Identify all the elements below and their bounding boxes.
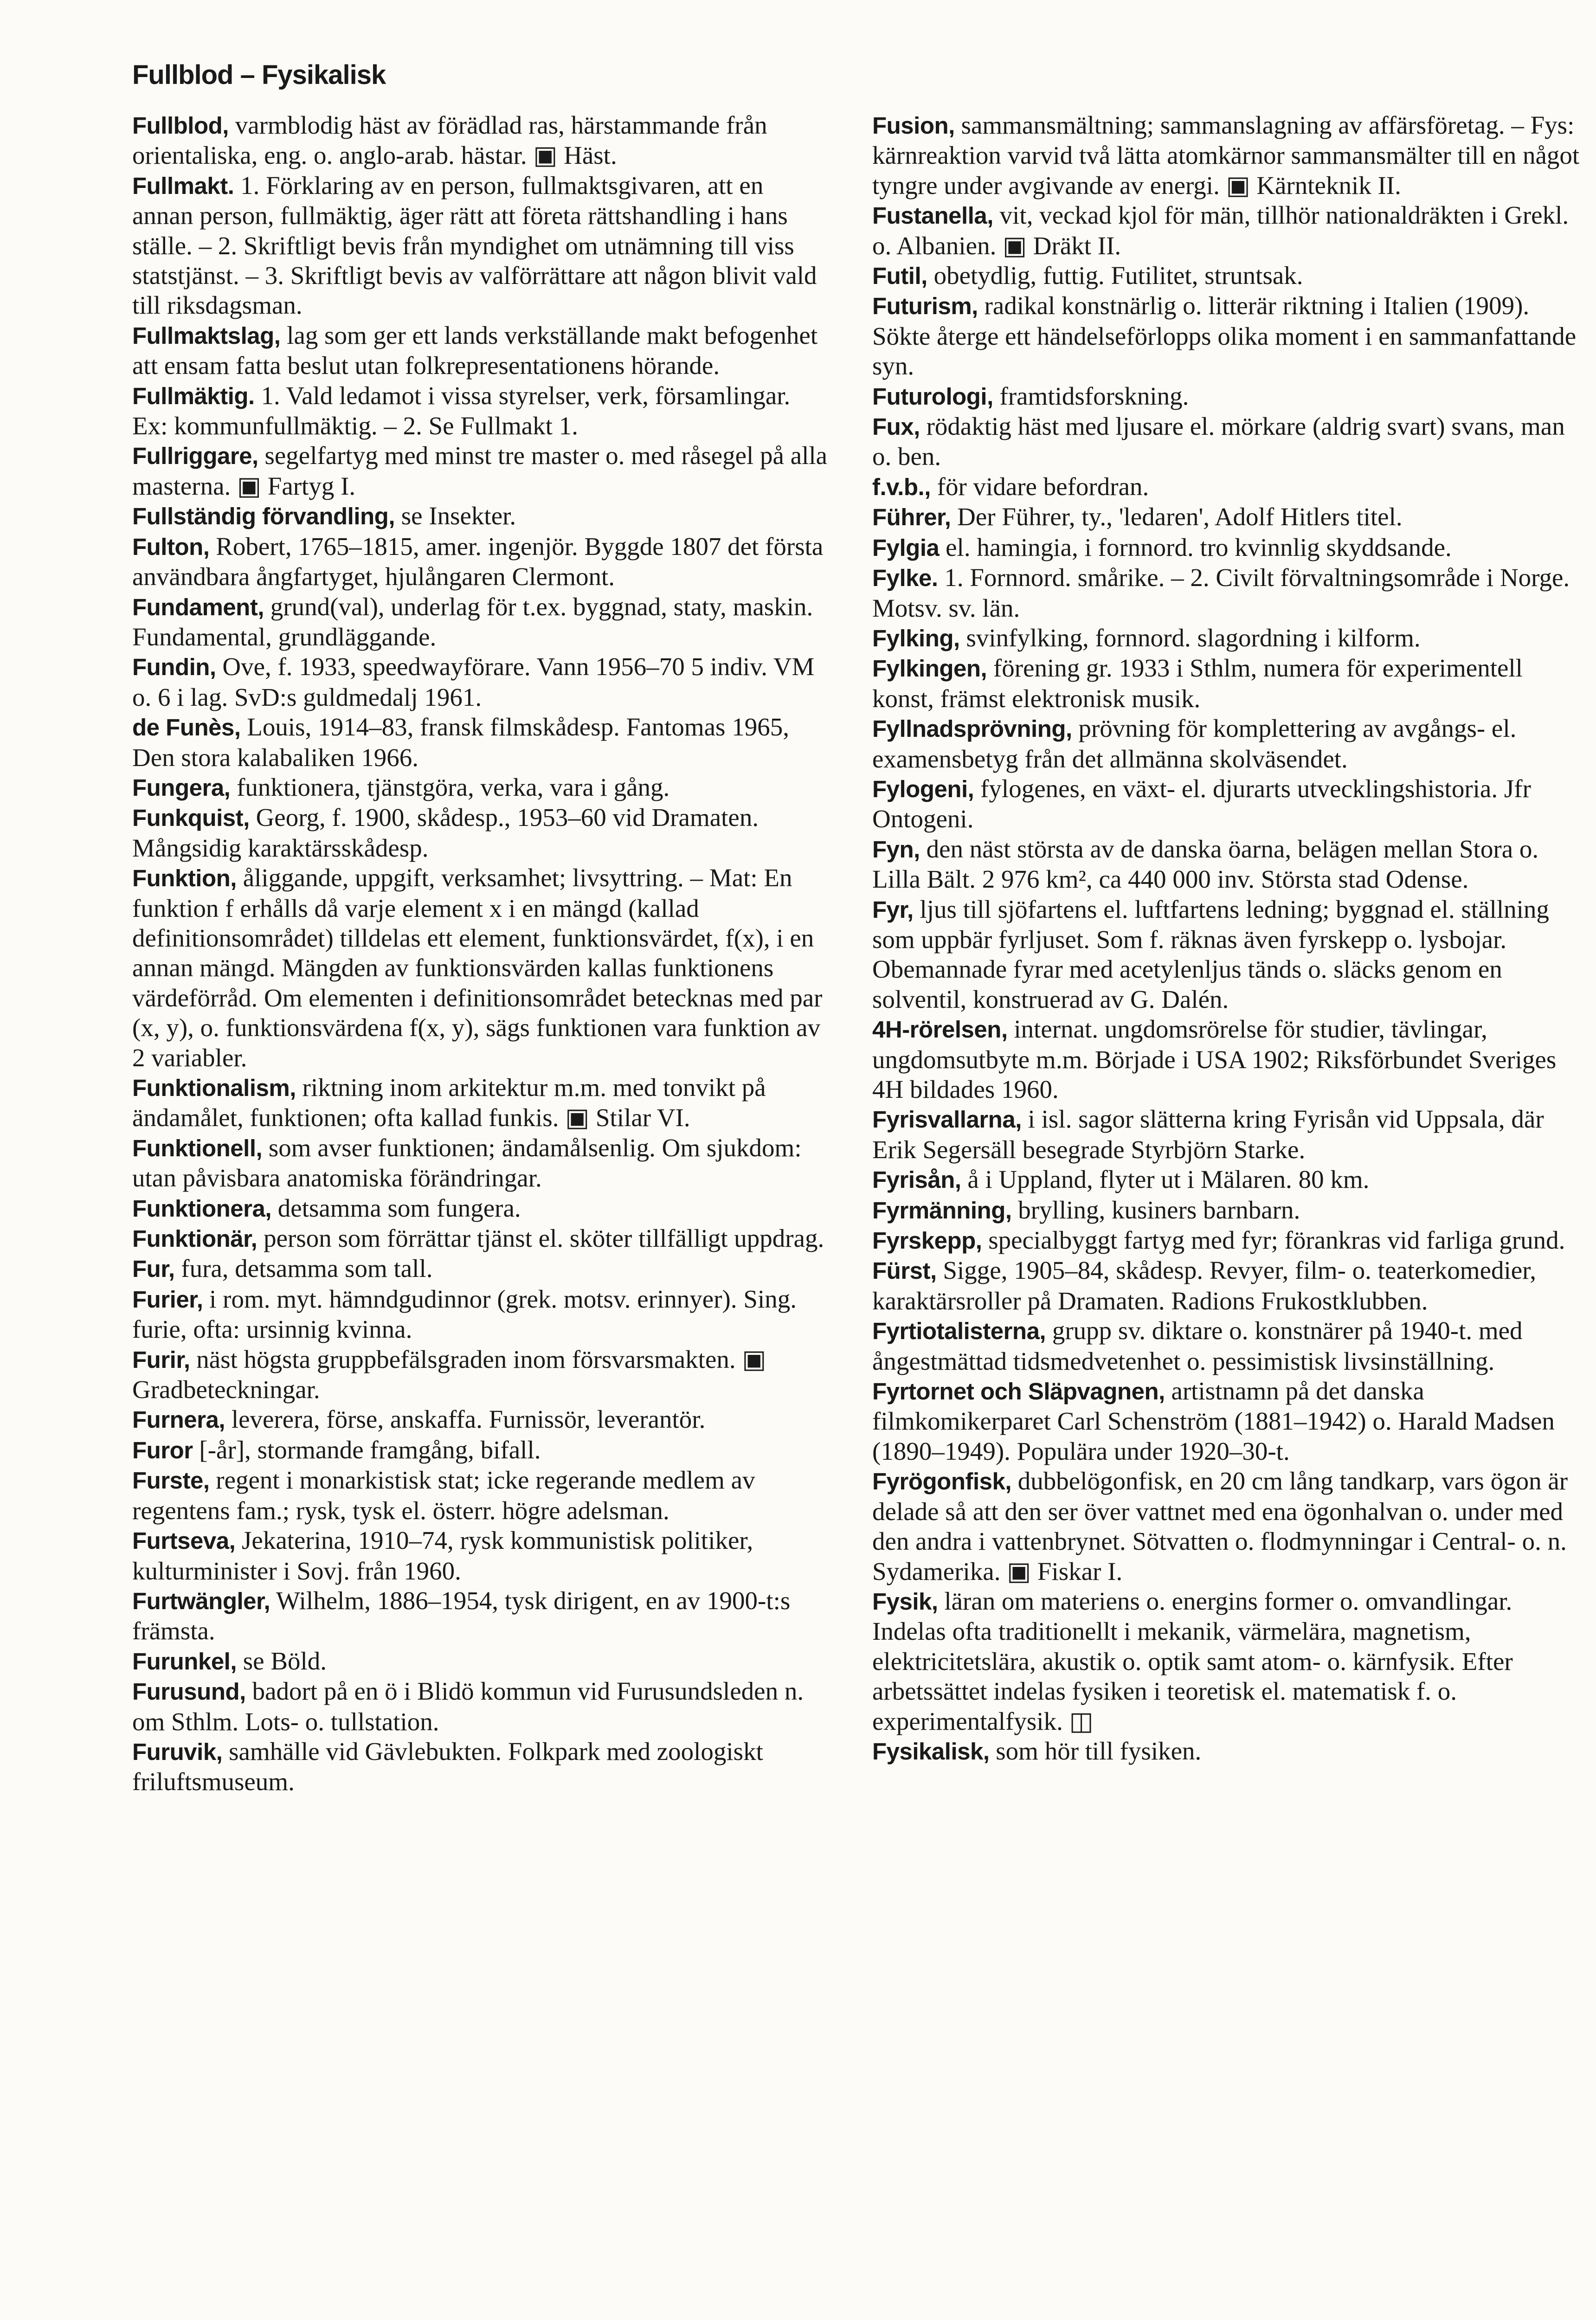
- headword: Fyrskepp,: [872, 1227, 982, 1254]
- definition: brylling, kusiners barnbarn.: [1011, 1195, 1300, 1224]
- definition: 1. Fornnord. smårike. – 2. Civilt förvaltningsområde i Norge. Motsv. sv. län.: [872, 563, 1570, 622]
- entry: [872, 1165, 1582, 1195]
- definition: Jekaterina, 1910–74, rysk kommunistisk politiker, kulturminister i Sovj. från 1960.: [132, 1526, 753, 1585]
- headword: Futurologi,: [872, 383, 993, 410]
- entry: [872, 1104, 1582, 1165]
- headword: Fullriggare,: [132, 443, 258, 470]
- definition: Louis, 1914–83, fransk filmskådesp. Fantomas 1965, Den stora kalabaliken 1966.: [132, 713, 789, 772]
- definition: i rom. myt. hämndgudinnor (grek. motsv. erinnyer). Sing. furie, ofta: ursinnig kvinna.: [132, 1284, 797, 1344]
- headword: 4H-rörelsen,: [872, 1016, 1008, 1043]
- entry: [872, 623, 1582, 653]
- definition: å i Uppland, flyter ut i Mälaren. 80 km.: [961, 1165, 1370, 1194]
- entry: [132, 1284, 828, 1345]
- headword: Fustanella,: [872, 202, 993, 229]
- headword: Fyrögonfisk,: [872, 1468, 1012, 1495]
- entry: [872, 1736, 1582, 1766]
- entry: [872, 533, 1582, 563]
- headword: Futil,: [872, 263, 927, 290]
- definition: [-år], stormande framgång, bifall.: [193, 1435, 541, 1464]
- entry: [872, 563, 1582, 623]
- headword: Furuvik,: [132, 1738, 223, 1765]
- headword: Fylke.: [872, 565, 938, 592]
- entry: [872, 714, 1582, 774]
- headword: Fundament,: [132, 593, 264, 620]
- entry: [132, 1526, 828, 1586]
- headword: Funktionalism,: [132, 1075, 296, 1101]
- headword: Fyllnadsprövning,: [872, 715, 1072, 742]
- entry: [132, 110, 828, 171]
- definition: den näst största av de danska öarna, belägen mellan Stora o. Lilla Bält. 2 976 km², ca 440 000 inv. Största stad Odense.: [872, 834, 1539, 894]
- definition: specialbyggt fartyg med fyr; förankras vid farliga grund.: [982, 1226, 1565, 1255]
- definition: dubbelögonfisk, en 20 cm lång tandkarp, vars ögon är delade så att den ser över vattnet med ena ögonhalvan o. under med den andra i vattenbrynet. Sötvatten o. flodmynningar i Central- o. n. Sydamerika. ▣ Fiskar I.: [872, 1467, 1568, 1585]
- entry: [872, 1466, 1582, 1586]
- headword: Furor: [132, 1437, 193, 1463]
- definition: 1. Förklaring av en person, fullmaktsgivaren, att en annan person, fullmäktig, äger rätt att företa rättshandling i hans ställe. – 2. Skriftligt bevis från myndighet om utnämning till viss statstjänst. – 3. Skriftligt bevis av valförrättare att någon blivit vald till riksdagsman.: [132, 171, 817, 320]
- definition: se Böld.: [237, 1646, 327, 1675]
- entry: [872, 1256, 1582, 1316]
- definition: svinfylking, fornnord. slagordning i kilform.: [959, 623, 1421, 652]
- entry: [872, 1586, 1582, 1736]
- definition: fylogenes, en växt- el. djurarts utvecklingshistoria. Jfr Ontogeni.: [872, 774, 1531, 833]
- entry: [132, 592, 828, 652]
- definition: Der Führer, ty., 'ledaren', Adolf Hitlers titel.: [951, 503, 1403, 531]
- headword: Furusund,: [132, 1678, 246, 1705]
- definition: åliggande, uppgift, verksamhet; livsyttring. – Mat: En funktion f erhålls då varje element x i en mängd (kallad definitionsområdet) tilldelas ett element, funktionsvärdet, f(x), i en annan mängd. Mängden av funktionsvärden kallas funktionens värdeförråd. Om elementen i definitionsområdet betecknas med par (x, y), o. funktionsvärdena f(x, y), sägs funktionen vara funktion av 2 variabler.: [132, 864, 823, 1072]
- headword: Funktionell,: [132, 1134, 263, 1161]
- definition: el. hamingia, i fornnord. tro kvinnlig skyddsande.: [939, 533, 1452, 561]
- headword: Fylogeni,: [872, 775, 974, 802]
- headword: Funkquist,: [132, 805, 250, 831]
- entry: [872, 653, 1582, 714]
- definition: i isl. sagor slätterna kring Fyrisån vid Uppsala, där Erik Segersäll besegrade Styrbjörn Starke.: [872, 1105, 1544, 1164]
- headword: Fylgia: [872, 534, 940, 561]
- definition: rödaktig häst med ljusare el. mörkare (aldrig svart) svans, man o. ben.: [872, 412, 1565, 471]
- entry: [872, 1195, 1582, 1225]
- headword: Fux,: [872, 413, 920, 440]
- definition: fura, detsamma som tall.: [174, 1254, 433, 1283]
- definition: grupp sv. diktare o. konstnärer på 1940-t. med ångestmättad tidsmedvetenhet o. pessimistisk livsinställning.: [872, 1316, 1523, 1375]
- entry: [872, 200, 1582, 261]
- entry: [132, 773, 828, 803]
- definition: läran om materiens o. energins former o. omvandlingar. Indelas ofta traditionellt i mekanik, värmelära, magnetism, elektricitetslära, akustik o. optik samt atom- o. kärnfysik. Efter arbetssättet indelas fysiken i teoretisk el. matematisk f. o. experimentalfysik. ◫: [872, 1586, 1513, 1735]
- headword: Fyrmänning,: [872, 1197, 1012, 1224]
- headword: Fusion,: [872, 112, 955, 139]
- entry: [132, 1586, 828, 1646]
- headword: Fullblod,: [132, 112, 229, 139]
- entry: [132, 652, 828, 712]
- headword: Fullmakt.: [132, 172, 234, 199]
- definition: som hör till fysiken.: [989, 1736, 1202, 1765]
- headword: Furste,: [132, 1467, 210, 1494]
- definition: artistnamn på det danska filmkomikerparet Carl Schenström (1881–1942) o. Harald Madsen (1890–1949). Populära under 1920–30-t.: [872, 1377, 1555, 1465]
- definition: internat. ungdomsrörelse för studier, tävlingar, ungdomsutbyte m.m. Började i USA 1902; Riksförbundet Sveriges 4H bildades 1960.: [872, 1015, 1557, 1103]
- entry: [132, 532, 828, 592]
- definition: Robert, 1765–1815, amer. ingenjör. Byggde 1807 det första användbara ångfartyget, hjulångaren Clermont.: [132, 532, 824, 591]
- entry: [132, 1435, 828, 1465]
- definition: framtidsforskning.: [993, 381, 1189, 410]
- definition: för vidare befordran.: [930, 472, 1149, 501]
- definition: Wilhelm, 1886–1954, tysk dirigent, en av 1900-t:s främsta.: [132, 1586, 791, 1645]
- definition: sammansmältning; sammanslagning av affärsföretag. – Fys: kärnreaktion varvid två lätta atomkärnor sammansmälter till en något tyngre under avgivande av energi. ▣ Kärnteknik II.: [872, 111, 1580, 200]
- right-column: [872, 110, 1582, 1766]
- headword: Fysik,: [872, 1588, 938, 1615]
- headword: Fyrisvallarna,: [872, 1106, 1022, 1133]
- headword: Fyrisån,: [872, 1166, 961, 1193]
- headword: Fur,: [132, 1256, 175, 1282]
- entry: [132, 1345, 828, 1405]
- definition: förening gr. 1933 i Sthlm, numera för experimentell konst, främst elektronisk musik.: [872, 654, 1523, 713]
- entry: [872, 774, 1582, 834]
- definition: näst högsta gruppbefälsgraden inom försvarsmakten. ▣ Gradbeteckningar.: [132, 1345, 766, 1404]
- definition: vit, veckad kjol för män, tillhör nationaldräkten i Grekl. o. Albanien. ▣ Dräkt II.: [872, 201, 1569, 260]
- headword: Fungera,: [132, 774, 231, 801]
- headword: Fyrtornet och Släpvagnen,: [872, 1378, 1165, 1405]
- definition: badort på en ö i Blidö kommun vid Furusundsleden n. om Sthlm. Lots- o. tullstation.: [132, 1677, 804, 1736]
- entry: [132, 1646, 828, 1676]
- definition: detsamma som fungera.: [271, 1193, 521, 1222]
- entry: [132, 712, 828, 773]
- definition: Sigge, 1905–84, skådesp. Revyer, film- o. teaterkomedier, karaktärsroller på Dramaten. Radions Frukostklubben.: [872, 1256, 1537, 1315]
- entry: [872, 834, 1582, 895]
- running-head: Fullblod – Fysikalisk: [132, 60, 386, 90]
- headword: Fylking,: [872, 625, 960, 651]
- definition: som avser funktionen; ändamålsenlig. Om sjukdom: utan påvisbara anatomiska förändringar.: [132, 1133, 802, 1192]
- headword: Fylkingen,: [872, 655, 987, 682]
- entry: [872, 381, 1582, 412]
- definition: Georg, f. 1900, skådesp., 1953–60 vid Dramaten. Mångsidig karaktärsskådesp.: [132, 803, 759, 862]
- definition: 1. Vald ledamot i vissa styrelser, verk, församlingar. Ex: kommunfullmäktig. – 2. Se Fullmakt 1.: [132, 381, 791, 440]
- headword: Fullmäktig.: [132, 382, 255, 409]
- headword: Fulton,: [132, 533, 210, 560]
- headword: Fürst,: [872, 1257, 937, 1284]
- headword: Fyr,: [872, 896, 914, 923]
- entry: [872, 1225, 1582, 1256]
- entry: [872, 110, 1582, 200]
- headword: Furier,: [132, 1286, 203, 1313]
- entry: [132, 1465, 828, 1526]
- definition: prövning för komplettering av avgångs- el. examensbetyg från det allmänna skolväsendet.: [872, 714, 1517, 773]
- entry: [872, 1014, 1582, 1104]
- headword: Futurism,: [872, 293, 978, 320]
- entry: [132, 1405, 828, 1435]
- definition: leverera, förse, anskaffa. Furnissör, leverantör.: [225, 1405, 706, 1434]
- definition: regent i monarkistisk stat; icke regerande medlem av regentens fam.; rysk, tysk el. österr. högre adelsman.: [132, 1466, 755, 1525]
- headword: Fyrtiotalisterna,: [872, 1318, 1046, 1345]
- entry: [132, 441, 828, 501]
- entry: [132, 501, 828, 531]
- definition: funktionera, tjänstgöra, verka, vara i gång.: [230, 773, 670, 801]
- definition: lag som ger ett lands verkställande makt befogenhet att ensam fatta beslut utan folkrepresentationens hörande.: [132, 321, 818, 380]
- entry: [132, 1737, 828, 1797]
- headword: de Funès,: [132, 714, 241, 741]
- definition: obetydlig, futtig. Futilitet, struntsak.: [927, 261, 1303, 290]
- headword: Funktionär,: [132, 1225, 257, 1252]
- definition: se Insekter.: [394, 502, 516, 530]
- entry: [132, 1224, 828, 1254]
- entry: [872, 1376, 1582, 1466]
- entry: [132, 803, 828, 863]
- entry: [872, 1316, 1582, 1376]
- entry: [132, 863, 828, 1073]
- headword: Fullständig förvandling,: [132, 503, 395, 530]
- definition: samhälle vid Gävlebukten. Folkpark med zoologiskt friluftsmuseum.: [132, 1737, 763, 1796]
- left-column: [132, 110, 828, 1797]
- headword: Fysikalisk,: [872, 1738, 990, 1765]
- definition: riktning inom arkitektur m.m. med tonvikt på ändamålet, funktionen; ofta kallad funkis. ▣ Stilar VI.: [132, 1073, 766, 1132]
- definition: person som förrättar tjänst el. sköter tillfälligt uppdrag.: [257, 1224, 824, 1253]
- entry: [132, 1254, 828, 1284]
- definition: varmblodig häst av förädlad ras, härstammande från orientaliska, eng. o. anglo-arab. hästar. ▣ Häst.: [132, 111, 767, 170]
- definition: radikal konstnärlig o. litterär riktning i Italien (1909). Sökte återge ett händelseförlopps olika moment i en sammanfattande syn.: [872, 291, 1577, 380]
- entry: [132, 1133, 828, 1193]
- entry: [872, 472, 1582, 502]
- entry: [872, 412, 1582, 472]
- entry: [872, 502, 1582, 532]
- headword: Furtwängler,: [132, 1587, 270, 1614]
- headword: Furnera,: [132, 1406, 225, 1433]
- entry: [132, 1073, 828, 1133]
- definition: ljus till sjöfartens el. luftfartens ledning; byggnad el. ställning som uppbär fyrljuset. Som f. räknas även fyrskepp o. lysbojar. Obemannade fyrar med acetylenljus tänds o. släcks genom en solventil, konstruerad av G. Dalén.: [872, 895, 1549, 1013]
- entry: [872, 261, 1582, 291]
- headword: Funktionera,: [132, 1195, 272, 1222]
- headword: Funktion,: [132, 865, 237, 892]
- entry: [132, 321, 828, 381]
- definition: grund(val), underlag för t.ex. byggnad, staty, maskin. Fundamental, grundläggande.: [132, 592, 813, 651]
- entry: [872, 895, 1582, 1015]
- headword: Fullmaktslag,: [132, 322, 281, 349]
- entry: [132, 1676, 828, 1737]
- entry: [132, 381, 828, 441]
- headword: Fyn,: [872, 836, 920, 863]
- entry: [872, 291, 1582, 381]
- entry: [132, 171, 828, 321]
- entry: [132, 1193, 828, 1224]
- headword: f.v.b.,: [872, 473, 931, 500]
- headword: Führer,: [872, 504, 951, 531]
- definition: segelfartyg med minst tre master o. med råsegel på alla masterna. ▣ Fartyg I.: [132, 441, 828, 500]
- headword: Furir,: [132, 1346, 190, 1373]
- definition: Ove, f. 1933, speedwayförare. Vann 1956–70 5 indiv. VM o. 6 i lag. SvD:s guldmedalj 1961.: [132, 652, 815, 711]
- headword: Furtseva,: [132, 1527, 236, 1554]
- headword: Fundin,: [132, 654, 216, 681]
- headword: Furunkel,: [132, 1648, 237, 1675]
